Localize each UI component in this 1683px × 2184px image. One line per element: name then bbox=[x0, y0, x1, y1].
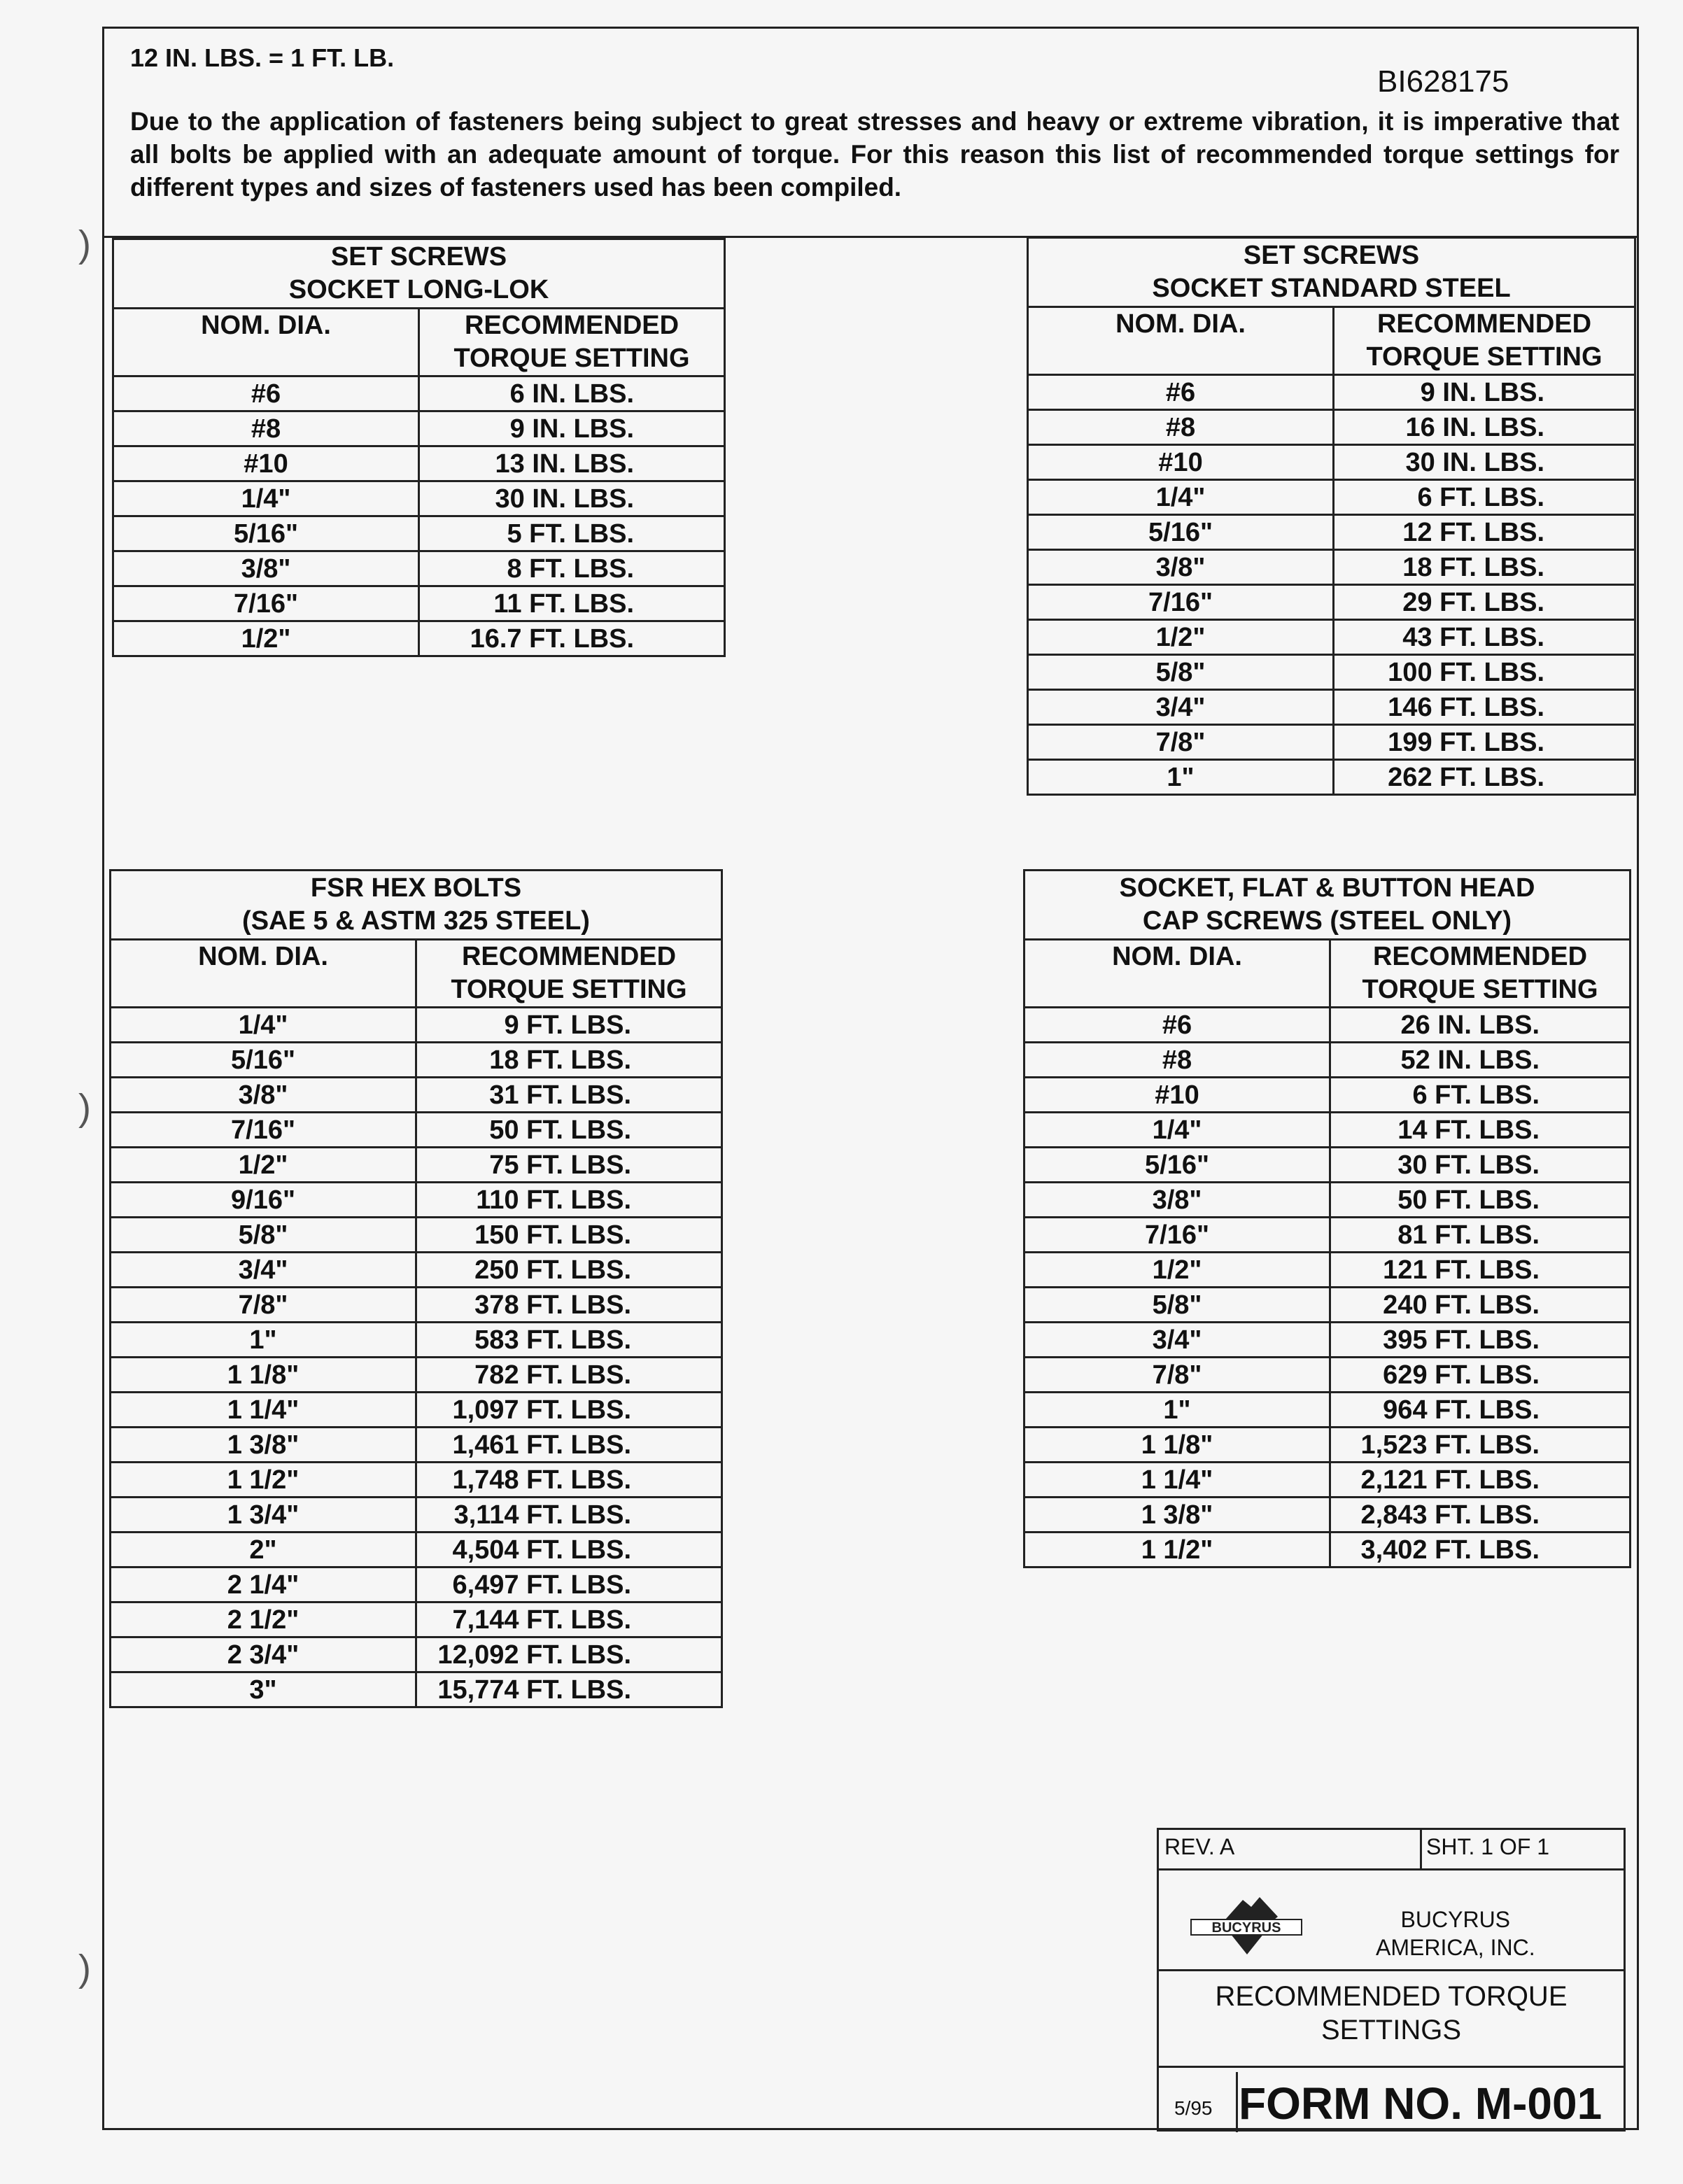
nominal-diameter-cell: 5/16" bbox=[1024, 1148, 1330, 1183]
table-row bbox=[113, 516, 725, 551]
table-row bbox=[111, 1602, 722, 1637]
table-row bbox=[111, 1253, 722, 1288]
table-title bbox=[111, 871, 722, 940]
table-set-screws-standard-steel bbox=[1027, 237, 1636, 796]
torque-setting-cell: 16 IN. LBS. bbox=[1334, 410, 1635, 445]
nominal-diameter-cell: 5/16" bbox=[1028, 515, 1334, 550]
title-block-title-row bbox=[1159, 1971, 1624, 2068]
nominal-diameter-cell: 3/8" bbox=[111, 1078, 416, 1113]
torque-setting-cell: 50 FT. LBS. bbox=[416, 1113, 722, 1148]
nominal-diameter-cell: 1/4" bbox=[1028, 480, 1334, 515]
torque-setting-cell: 262 FT. LBS. bbox=[1334, 760, 1635, 795]
table-row bbox=[113, 551, 725, 586]
nominal-diameter-cell: #6 bbox=[1024, 1008, 1330, 1043]
torque-setting-cell: 16.7 FT. LBS. bbox=[419, 621, 725, 656]
nominal-diameter-cell: #8 bbox=[1024, 1043, 1330, 1078]
title-block bbox=[1157, 1828, 1626, 2132]
column-header-recommended-torque bbox=[416, 940, 722, 1008]
table-row bbox=[113, 481, 725, 516]
table-row bbox=[1024, 1253, 1631, 1288]
company-line-1: BUCYRUS bbox=[1400, 1907, 1511, 1932]
table-title-line-2: (SAE 5 & ASTM 325 STEEL) bbox=[242, 906, 590, 936]
table-row bbox=[1028, 690, 1635, 725]
nominal-diameter-cell: 5/8" bbox=[111, 1218, 416, 1253]
table-title bbox=[1028, 238, 1635, 307]
table-row bbox=[111, 1078, 722, 1113]
table-header-row bbox=[1024, 940, 1631, 1008]
column-header-recommended-torque bbox=[1330, 940, 1631, 1008]
nominal-diameter-cell: 5/8" bbox=[1024, 1288, 1330, 1323]
nominal-diameter-cell: 1" bbox=[111, 1323, 416, 1358]
table-row bbox=[111, 1533, 722, 1567]
torque-setting-cell: 26 IN. LBS. bbox=[1330, 1008, 1631, 1043]
column-header-nom-dia: NOM. DIA. bbox=[111, 940, 416, 1008]
nominal-diameter-cell: 3/4" bbox=[1024, 1323, 1330, 1358]
column-header-nom-dia: NOM. DIA. bbox=[1028, 307, 1334, 375]
torque-setting-cell: 150 FT. LBS. bbox=[416, 1218, 722, 1253]
torque-setting-cell: 6 FT. LBS. bbox=[1334, 480, 1635, 515]
table-row bbox=[1024, 1323, 1631, 1358]
title-block-rev-row bbox=[1159, 1830, 1624, 1871]
torque-setting-cell: 240 FT. LBS. bbox=[1330, 1288, 1631, 1323]
column-header-line-2: TORQUE SETTING bbox=[453, 344, 690, 373]
torque-setting-cell: 12 FT. LBS. bbox=[1334, 515, 1635, 550]
nominal-diameter-cell: 5/16" bbox=[113, 516, 419, 551]
table-header-row bbox=[113, 309, 725, 376]
divider bbox=[1420, 1830, 1422, 1871]
table-row bbox=[1024, 1358, 1631, 1393]
table-title-line-1: SET SCREWS bbox=[330, 242, 507, 272]
sheet-number: SHT. 1 OF 1 bbox=[1426, 1834, 1550, 1859]
table-row bbox=[1028, 515, 1635, 550]
table-title-row bbox=[1024, 871, 1631, 940]
nominal-diameter-cell: #8 bbox=[113, 411, 419, 446]
table-row bbox=[111, 1393, 722, 1428]
torque-setting-cell: 583 FT. LBS. bbox=[416, 1323, 722, 1358]
column-header-line-1: RECOMMENDED bbox=[1372, 942, 1588, 971]
nominal-diameter-cell: 1" bbox=[1024, 1393, 1330, 1428]
title-block-company-row bbox=[1159, 1871, 1624, 1971]
table-row bbox=[1028, 620, 1635, 655]
table-row bbox=[1024, 1008, 1631, 1043]
nominal-diameter-cell: 3/4" bbox=[111, 1253, 416, 1288]
nominal-diameter-cell: 1" bbox=[1028, 760, 1334, 795]
torque-setting-cell: 1,097 FT. LBS. bbox=[416, 1393, 722, 1428]
torque-setting-cell: 18 FT. LBS. bbox=[416, 1043, 722, 1078]
column-header-nom-dia: NOM. DIA. bbox=[1024, 940, 1330, 1008]
column-header-nom-dia: NOM. DIA. bbox=[113, 309, 419, 376]
torque-setting-cell: 5 FT. LBS. bbox=[419, 516, 725, 551]
torque-setting-cell: 6,497 FT. LBS. bbox=[416, 1567, 722, 1602]
punch-mark: ) bbox=[78, 223, 91, 265]
torque-setting-cell: 30 IN. LBS. bbox=[1334, 445, 1635, 480]
torque-setting-cell: 30 FT. LBS. bbox=[1330, 1148, 1631, 1183]
divider bbox=[1236, 2072, 1238, 2132]
unit-conversion-note: 12 IN. LBS. = 1 FT. LB. bbox=[130, 43, 395, 72]
table-header-row bbox=[111, 940, 722, 1008]
table-row bbox=[111, 1043, 722, 1078]
table-title-row bbox=[1028, 238, 1635, 307]
table-row bbox=[1028, 375, 1635, 410]
nominal-diameter-cell: 3/4" bbox=[1028, 690, 1334, 725]
logo-wordmark: BUCYRUS bbox=[1211, 1920, 1281, 1936]
torque-setting-cell: 6 FT. LBS. bbox=[1330, 1078, 1631, 1113]
torque-setting-cell: 250 FT. LBS. bbox=[416, 1253, 722, 1288]
drawing-title-line-1: RECOMMENDED TORQUE bbox=[1215, 1981, 1568, 2012]
torque-setting-cell: 2,843 FT. LBS. bbox=[1330, 1498, 1631, 1533]
torque-setting-cell: 2,121 FT. LBS. bbox=[1330, 1463, 1631, 1498]
torque-setting-cell: 15,774 FT. LBS. bbox=[416, 1672, 722, 1707]
nominal-diameter-cell: 1 1/2" bbox=[111, 1463, 416, 1498]
table-row bbox=[1028, 760, 1635, 795]
torque-setting-cell: 9 IN. LBS. bbox=[1334, 375, 1635, 410]
nominal-diameter-cell: 1 1/8" bbox=[111, 1358, 416, 1393]
column-header-line-2: TORQUE SETTING bbox=[451, 975, 687, 1004]
torque-setting-cell: 29 FT. LBS. bbox=[1334, 585, 1635, 620]
torque-setting-cell: 11 FT. LBS. bbox=[419, 586, 725, 621]
torque-setting-cell: 100 FT. LBS. bbox=[1334, 655, 1635, 690]
nominal-diameter-cell: 9/16" bbox=[111, 1183, 416, 1218]
torque-setting-cell: 110 FT. LBS. bbox=[416, 1183, 722, 1218]
torque-setting-cell: 629 FT. LBS. bbox=[1330, 1358, 1631, 1393]
nominal-diameter-cell: 7/8" bbox=[1024, 1358, 1330, 1393]
nominal-diameter-cell: 2 1/2" bbox=[111, 1602, 416, 1637]
torque-setting-cell: 81 FT. LBS. bbox=[1330, 1218, 1631, 1253]
table-title-row bbox=[113, 239, 725, 309]
table-title bbox=[1024, 871, 1631, 940]
punch-mark: ) bbox=[78, 1087, 91, 1129]
torque-setting-cell: 1,748 FT. LBS. bbox=[416, 1463, 722, 1498]
table-row bbox=[111, 1637, 722, 1672]
column-header-line-1: RECOMMENDED bbox=[464, 311, 679, 340]
table-row bbox=[1028, 585, 1635, 620]
nominal-diameter-cell: 1 3/4" bbox=[111, 1498, 416, 1533]
table-row bbox=[111, 1113, 722, 1148]
form-date: 5/95 bbox=[1174, 2097, 1213, 2119]
nominal-diameter-cell: 1 1/4" bbox=[111, 1393, 416, 1428]
torque-setting-cell: 1,523 FT. LBS. bbox=[1330, 1428, 1631, 1463]
nominal-diameter-cell: #10 bbox=[113, 446, 419, 481]
torque-setting-cell: 8 FT. LBS. bbox=[419, 551, 725, 586]
nominal-diameter-cell: #6 bbox=[1028, 375, 1334, 410]
torque-setting-cell: 1,461 FT. LBS. bbox=[416, 1428, 722, 1463]
table-title bbox=[113, 239, 725, 309]
table-row bbox=[1028, 410, 1635, 445]
torque-setting-cell: 7,144 FT. LBS. bbox=[416, 1602, 722, 1637]
torque-setting-cell: 50 FT. LBS. bbox=[1330, 1183, 1631, 1218]
table-title-line-2: CAP SCREWS (STEEL ONLY) bbox=[1142, 906, 1512, 936]
table-row bbox=[1028, 480, 1635, 515]
nominal-diameter-cell: #8 bbox=[1028, 410, 1334, 445]
torque-setting-cell: 52 IN. LBS. bbox=[1330, 1043, 1631, 1078]
table-row bbox=[111, 1288, 722, 1323]
nominal-diameter-cell: 7/16" bbox=[1028, 585, 1334, 620]
nominal-diameter-cell: #6 bbox=[113, 376, 419, 411]
table-row bbox=[1024, 1463, 1631, 1498]
column-header-recommended-torque bbox=[419, 309, 725, 376]
table-title-row bbox=[111, 871, 722, 940]
table-title-line-1: SOCKET, FLAT & BUTTON HEAD bbox=[1119, 873, 1535, 903]
nominal-diameter-cell: 1 1/8" bbox=[1024, 1428, 1330, 1463]
table-row bbox=[111, 1567, 722, 1602]
column-header-recommended-torque bbox=[1334, 307, 1635, 375]
table-fsr-hex-bolts bbox=[109, 869, 723, 1708]
torque-setting-cell: 14 FT. LBS. bbox=[1330, 1113, 1631, 1148]
table-row bbox=[1024, 1498, 1631, 1533]
nominal-diameter-cell: 1/2" bbox=[111, 1148, 416, 1183]
form-number: FORM NO. M-001 bbox=[1239, 2078, 1603, 2129]
nominal-diameter-cell: 2 1/4" bbox=[111, 1567, 416, 1602]
column-header-line-2: TORQUE SETTING bbox=[1366, 342, 1603, 372]
bucyrus-logo-icon bbox=[1187, 1890, 1306, 1960]
table-row bbox=[113, 446, 725, 481]
table-row bbox=[111, 1428, 722, 1463]
nominal-diameter-cell: 3/8" bbox=[1024, 1183, 1330, 1218]
table-row bbox=[1024, 1113, 1631, 1148]
torque-setting-cell: 121 FT. LBS. bbox=[1330, 1253, 1631, 1288]
table-row bbox=[113, 411, 725, 446]
table-row bbox=[111, 1672, 722, 1707]
nominal-diameter-cell: 1/2" bbox=[1024, 1253, 1330, 1288]
table-title-line-2: SOCKET STANDARD STEEL bbox=[1152, 274, 1511, 303]
torque-setting-cell: 4,504 FT. LBS. bbox=[416, 1533, 722, 1567]
title-block-form-row bbox=[1159, 2068, 1624, 2132]
table-title-line-1: FSR HEX BOLTS bbox=[310, 873, 522, 903]
table-title-line-1: SET SCREWS bbox=[1243, 241, 1420, 270]
company-line-2: AMERICA, INC. bbox=[1376, 1935, 1535, 1960]
nominal-diameter-cell: 3/8" bbox=[113, 551, 419, 586]
nominal-diameter-cell: 1 1/2" bbox=[1024, 1533, 1330, 1567]
torque-setting-cell: 199 FT. LBS. bbox=[1334, 725, 1635, 760]
nominal-diameter-cell: 5/16" bbox=[111, 1043, 416, 1078]
torque-setting-cell: 3,114 FT. LBS. bbox=[416, 1498, 722, 1533]
intro-paragraph: Due to the application of fasteners being subject to great stresses and heavy or extreme vibration, it is imperative that all bolts be applied with an adequate amount of torque. For this reason this list of recommended torque settings for different types and sizes of fasteners used has been compiled. bbox=[130, 107, 1619, 202]
table-row bbox=[113, 586, 725, 621]
table-row bbox=[1024, 1428, 1631, 1463]
punch-mark: ) bbox=[78, 1947, 91, 1989]
torque-setting-cell: 9 FT. LBS. bbox=[416, 1008, 722, 1043]
table-row bbox=[113, 376, 725, 411]
table-row bbox=[1024, 1218, 1631, 1253]
nominal-diameter-cell: 1/4" bbox=[111, 1008, 416, 1043]
table-row bbox=[1024, 1148, 1631, 1183]
nominal-diameter-cell: 1 3/8" bbox=[111, 1428, 416, 1463]
table-row bbox=[1024, 1288, 1631, 1323]
table-row bbox=[1028, 550, 1635, 585]
torque-setting-cell: 13 IN. LBS. bbox=[419, 446, 725, 481]
table-row bbox=[1024, 1183, 1631, 1218]
torque-setting-cell: 378 FT. LBS. bbox=[416, 1288, 722, 1323]
table-row bbox=[1028, 445, 1635, 480]
table-row bbox=[111, 1323, 722, 1358]
torque-setting-cell: 75 FT. LBS. bbox=[416, 1148, 722, 1183]
nominal-diameter-cell: 7/8" bbox=[111, 1288, 416, 1323]
torque-setting-cell: 3,402 FT. LBS. bbox=[1330, 1533, 1631, 1567]
nominal-diameter-cell: 2" bbox=[111, 1533, 416, 1567]
torque-setting-cell: 6 IN. LBS. bbox=[419, 376, 725, 411]
revision: REV. A bbox=[1164, 1834, 1235, 1859]
nominal-diameter-cell: 7/16" bbox=[1024, 1218, 1330, 1253]
nominal-diameter-cell: 1/4" bbox=[1024, 1113, 1330, 1148]
document-id: BI628175 bbox=[1377, 64, 1509, 99]
table-row bbox=[1024, 1043, 1631, 1078]
column-header-line-1: RECOMMENDED bbox=[461, 942, 677, 971]
nominal-diameter-cell: 1 3/8" bbox=[1024, 1498, 1330, 1533]
drawing-title-line-2: SETTINGS bbox=[1321, 2015, 1462, 2045]
torque-setting-cell: 18 FT. LBS. bbox=[1334, 550, 1635, 585]
table-row bbox=[111, 1148, 722, 1183]
table-title-line-2: SOCKET LONG-LOK bbox=[288, 275, 549, 304]
nominal-diameter-cell: 3" bbox=[111, 1672, 416, 1707]
nominal-diameter-cell: 3/8" bbox=[1028, 550, 1334, 585]
table-row bbox=[111, 1358, 722, 1393]
table-row bbox=[111, 1218, 722, 1253]
torque-setting-cell: 146 FT. LBS. bbox=[1334, 690, 1635, 725]
company-name bbox=[1376, 1905, 1535, 1961]
torque-setting-cell: 9 IN. LBS. bbox=[419, 411, 725, 446]
table-row bbox=[1024, 1078, 1631, 1113]
nominal-diameter-cell: 1/2" bbox=[113, 621, 419, 656]
nominal-diameter-cell: 7/16" bbox=[111, 1113, 416, 1148]
nominal-diameter-cell: 7/16" bbox=[113, 586, 419, 621]
table-row bbox=[1028, 725, 1635, 760]
torque-setting-cell: 964 FT. LBS. bbox=[1330, 1393, 1631, 1428]
nominal-diameter-cell: #10 bbox=[1028, 445, 1334, 480]
torque-setting-cell: 30 IN. LBS. bbox=[419, 481, 725, 516]
nominal-diameter-cell: 7/8" bbox=[1028, 725, 1334, 760]
torque-setting-cell: 395 FT. LBS. bbox=[1330, 1323, 1631, 1358]
nominal-diameter-cell: 5/8" bbox=[1028, 655, 1334, 690]
table-row bbox=[111, 1008, 722, 1043]
drawing-title bbox=[1159, 1980, 1624, 2047]
table-row bbox=[111, 1463, 722, 1498]
table-row bbox=[111, 1183, 722, 1218]
nominal-diameter-cell: 2 3/4" bbox=[111, 1637, 416, 1672]
nominal-diameter-cell: 1/4" bbox=[113, 481, 419, 516]
table-row bbox=[1024, 1533, 1631, 1567]
torque-setting-cell: 31 FT. LBS. bbox=[416, 1078, 722, 1113]
column-header-line-2: TORQUE SETTING bbox=[1362, 975, 1598, 1004]
table-cap-screws bbox=[1023, 869, 1631, 1568]
table-row bbox=[111, 1498, 722, 1533]
torque-setting-cell: 43 FT. LBS. bbox=[1334, 620, 1635, 655]
table-row bbox=[113, 621, 725, 656]
table-header-row bbox=[1028, 307, 1635, 375]
nominal-diameter-cell: 1 1/4" bbox=[1024, 1463, 1330, 1498]
table-row bbox=[1028, 655, 1635, 690]
column-header-line-1: RECOMMENDED bbox=[1376, 309, 1592, 339]
table-row bbox=[1024, 1393, 1631, 1428]
torque-setting-cell: 12,092 FT. LBS. bbox=[416, 1637, 722, 1672]
nominal-diameter-cell: #10 bbox=[1024, 1078, 1330, 1113]
torque-setting-cell: 782 FT. LBS. bbox=[416, 1358, 722, 1393]
table-set-screws-long-lok bbox=[112, 238, 726, 657]
nominal-diameter-cell: 1/2" bbox=[1028, 620, 1334, 655]
